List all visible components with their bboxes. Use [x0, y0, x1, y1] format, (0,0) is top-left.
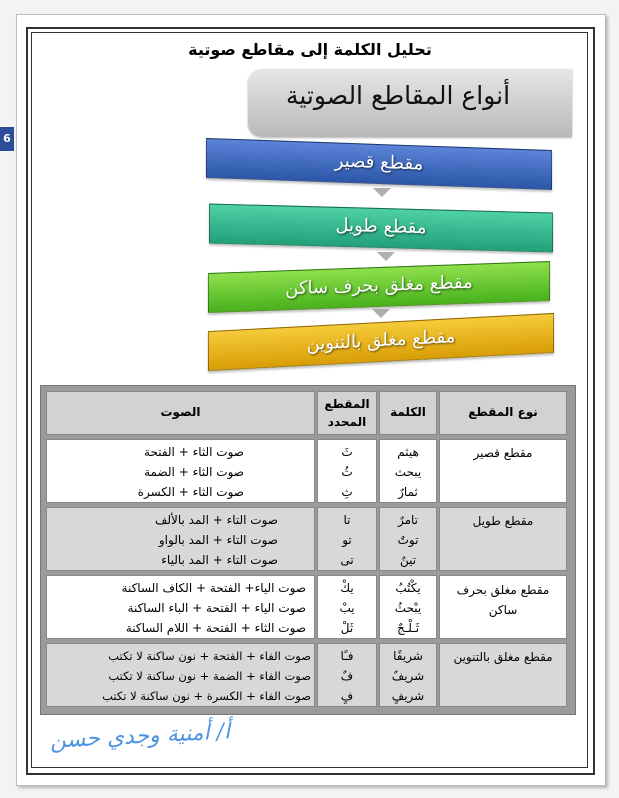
- row1-type: مقطع قصير: [439, 439, 567, 503]
- author-signature: أ/ أمنية وجدي حسن: [49, 719, 231, 754]
- syllable-table: [40, 385, 576, 715]
- row3-type: مقطع مغلق بحرف ساكن: [439, 575, 567, 639]
- header-sound: الصوت: [46, 391, 315, 435]
- row4-sounds: صوت الفاء + الفتحة + نون ساكنة لا تكتب صوت الفاء + الضمة + نون ساكنة لا تكتب صوت الفاء + الكسرة + نون ساكنة لا تكتب: [46, 643, 315, 707]
- row2-sounds: صوت التاء + المد بالألف صوت التاء + المد بالواو صوت التاء + المد بالياء: [46, 507, 315, 571]
- row4-words: شريفًا شريفٌ شريفٍ: [379, 643, 437, 707]
- subtitle-text: أنواع المقاطع الصوتية: [285, 81, 511, 110]
- subtitle-banner: [248, 69, 572, 137]
- band-short-syllable: مقطع قصير: [206, 138, 552, 190]
- row4-syllables: فـًا فٌ فٍ: [317, 643, 377, 707]
- row3-words: يكْتُبُ يبْحثُ ثَـلْـجٌ: [379, 575, 437, 639]
- row1-sounds: صوت الثاء + الفتحة صوت الثاء + الضمة صوت الثاء + الكسرة: [46, 439, 315, 503]
- band-closed-consonant-syllable: مقطع مغلق بحرف ساكن: [208, 261, 550, 313]
- page-title: تحليل الكلمة إلى مقاطع صوتية: [188, 40, 432, 59]
- down-arrow-icon: [377, 252, 395, 261]
- row1-words: هيثم يبحث ثمارٌ: [379, 439, 437, 503]
- side-page-tab[interactable]: 6: [0, 127, 14, 151]
- band-long-syllable: مقطع طويل: [209, 203, 553, 252]
- row2-type: مقطع طويل: [439, 507, 567, 571]
- header-syllable-type: نوع المقطع: [439, 391, 567, 435]
- row1-syllables: ثَ ثُ ثِ: [317, 439, 377, 503]
- row3-syllables: يكْ يبْ ثَلْ: [317, 575, 377, 639]
- row3-sounds: صوت الياء+ الفتحة + الكاف الساكنة صوت الياء + الفتحة + الباء الساكنة صوت الثاء + الفتحة + اللام الساكنة: [46, 575, 315, 639]
- row4-type: مقطع مغلق بالتنوين: [439, 643, 567, 707]
- down-arrow-icon: [372, 309, 390, 318]
- down-arrow-icon: [373, 188, 391, 197]
- header-word: الكلمة: [379, 391, 437, 435]
- row2-syllables: تا تو تى: [317, 507, 377, 571]
- header-syllable: المقطع المحدد: [317, 391, 377, 435]
- row2-words: تامرٌ توتٌ تينٌ: [379, 507, 437, 571]
- band-closed-tanween-syllable: مقطع مغلق بالتنوين: [208, 313, 554, 371]
